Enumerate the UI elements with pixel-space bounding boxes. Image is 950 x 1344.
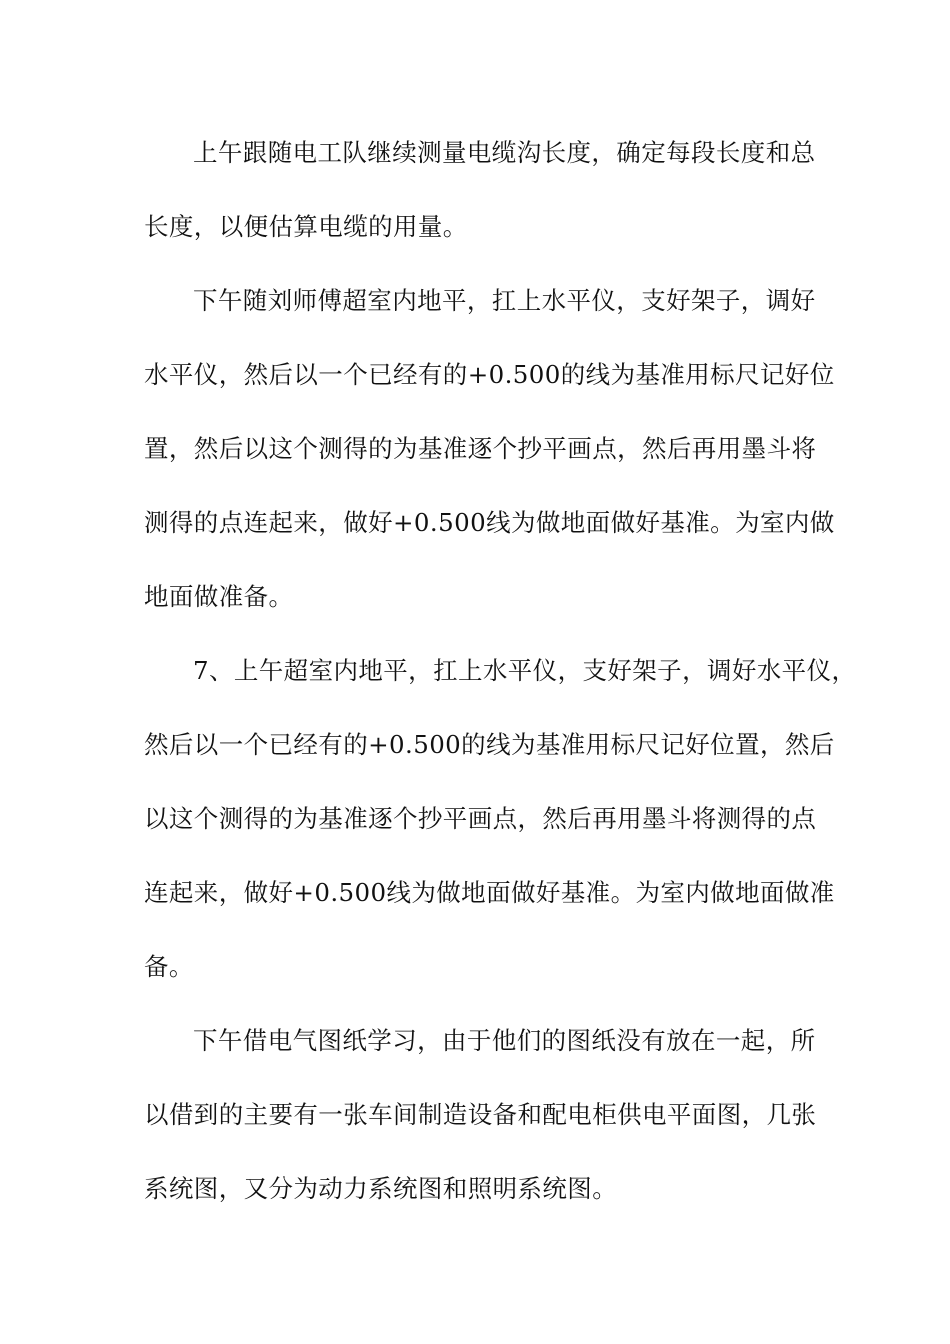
text-line-1: 上午跟随电工队继续测量电缆沟长度，确定每段长度和总 xyxy=(193,138,816,167)
text-line-9: 然后以一个已经有的+0.500的线为基准用标尺记好位置，然后 xyxy=(144,730,835,759)
text-line-6: 测得的点连起来，做好+0.500线为做地面做好基准。为室内做 xyxy=(144,508,835,537)
text-line-13: 下午借电气图纸学习，由于他们的图纸没有放在一起，所 xyxy=(193,1026,816,1055)
text-line-4: 水平仪，然后以一个已经有的+0.500的线为基准用标尺记好位 xyxy=(144,360,835,389)
text-line-2: 长度，以便估算电缆的用量。 xyxy=(144,212,468,241)
text-line-3: 下午随刘师傅超室内地平，扛上水平仪，支好架子，调好 xyxy=(193,286,816,315)
text-line-15: 系统图，又分为动力系统图和照明系统图。 xyxy=(144,1174,618,1203)
text-line-11: 连起来，做好+0.500线为做地面做好基准。为室内做地面做准 xyxy=(144,878,835,907)
text-line-5: 置，然后以这个测得的为基准逐个抄平画点，然后再用墨斗将 xyxy=(144,434,817,463)
text-line-7: 地面做准备。 xyxy=(144,582,294,611)
text-line-12: 备。 xyxy=(144,952,194,981)
text-line-8: 7、上午超室内地平，扛上水平仪，支好架子，调好水平仪， xyxy=(193,656,857,685)
text-line-10: 以这个测得的为基准逐个抄平画点，然后再用墨斗将测得的点 xyxy=(144,804,817,833)
text-line-14: 以借到的主要有一张车间制造设备和配电柜供电平面图，几张 xyxy=(144,1100,817,1129)
